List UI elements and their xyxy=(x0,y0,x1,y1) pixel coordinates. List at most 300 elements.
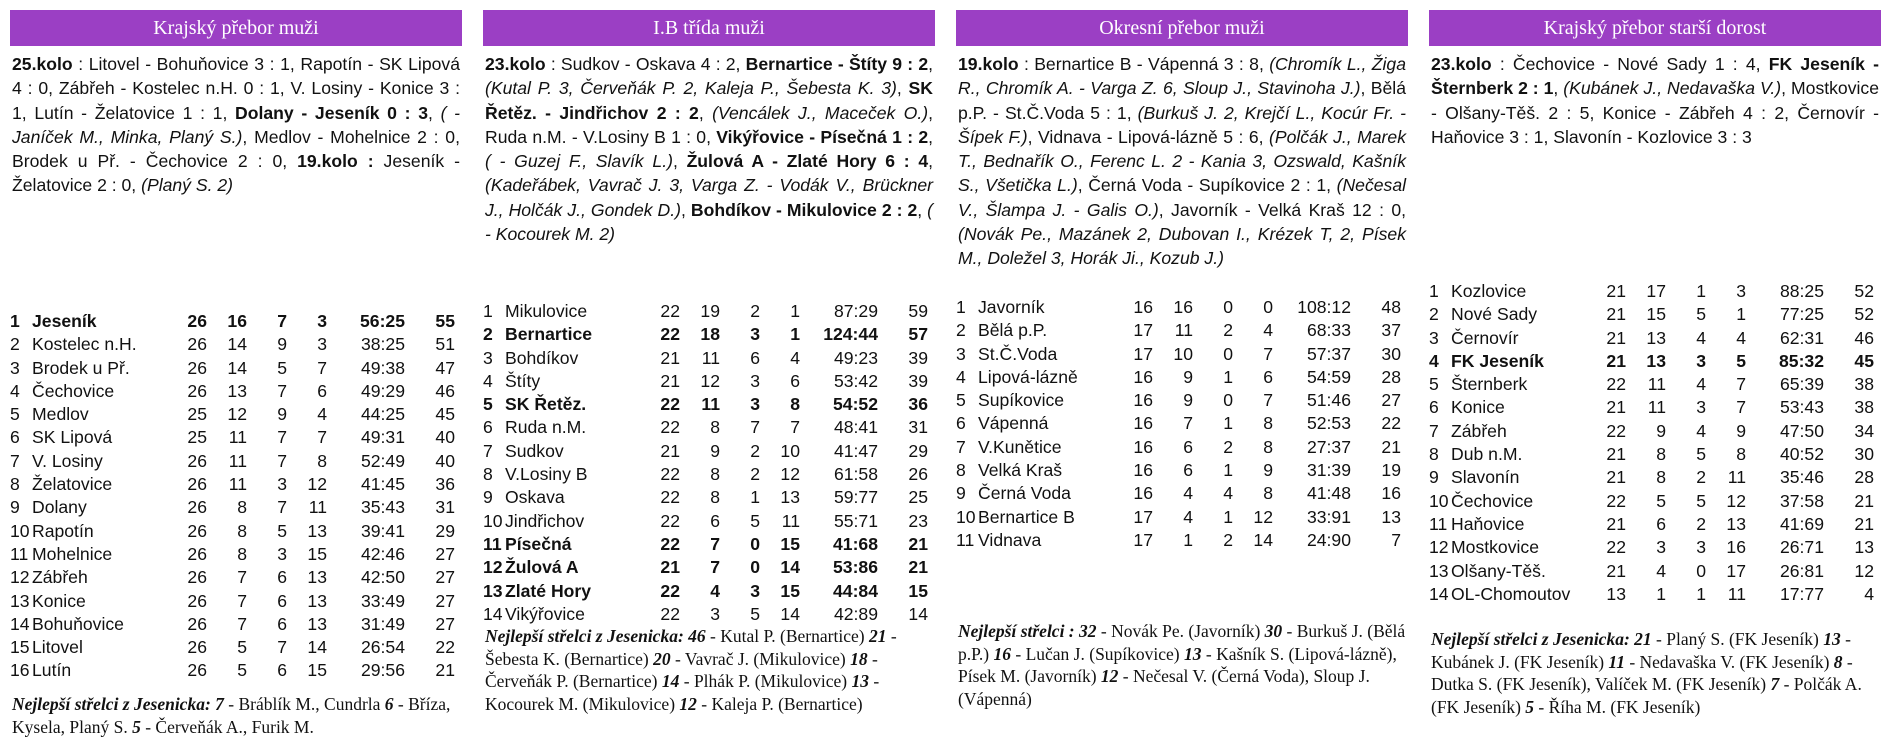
table-row xyxy=(483,510,928,533)
cell-team: Lutín xyxy=(32,660,72,681)
cell-team: Štíty xyxy=(505,370,541,391)
cell-team: Bělá p.P. xyxy=(978,320,1048,341)
text-run: : Bernartice B - Vápenná 3 : 8, xyxy=(1018,54,1270,74)
cell-pts: 14 xyxy=(908,603,928,624)
cell-p: 8 xyxy=(1736,444,1746,465)
cell-pos: 1 xyxy=(10,311,20,331)
cell-pts: 7 xyxy=(1391,529,1401,550)
text-run: , Černá Voda - Supíkovice 2 : 1, xyxy=(1077,175,1337,196)
table-row xyxy=(483,603,928,626)
cell-score: 26:81 xyxy=(1779,560,1824,581)
text-run: , xyxy=(1553,78,1564,99)
cell-pts: 26 xyxy=(908,464,928,485)
cell-team: Litovel xyxy=(32,637,83,658)
standings-table xyxy=(10,310,455,683)
cell-team: Kozlovice xyxy=(1451,281,1527,301)
table-row xyxy=(10,496,455,519)
table-row xyxy=(483,347,928,370)
cell-z: 17 xyxy=(1133,506,1153,527)
table-row xyxy=(956,506,1401,529)
cell-pts: 38 xyxy=(1854,374,1874,395)
cell-r: 2 xyxy=(1696,513,1706,534)
cell-pts: 45 xyxy=(1854,350,1874,371)
cell-score: 31:39 xyxy=(1306,460,1351,481)
text-run: 14 xyxy=(661,671,680,691)
cell-team: Konice xyxy=(1451,397,1505,418)
text-run: (Kadeřábek, Vavrač J. 3, Varga Z. - Vodák V., Brückner J., Holčák J., Gondek D.) xyxy=(485,175,933,220)
cell-pts: 29 xyxy=(908,440,928,461)
cell-team: Zábřeh xyxy=(1451,420,1507,441)
cell-pts: 59 xyxy=(908,301,928,321)
cell-team: Vidnava xyxy=(978,529,1042,550)
text-run: - Kašník S. (Lipová-lázně), Písek M. (Javorník) xyxy=(958,643,1397,686)
cell-v: 9 xyxy=(1183,366,1193,387)
cell-p: 8 xyxy=(1263,483,1273,504)
cell-pts: 40 xyxy=(435,450,455,471)
table-row xyxy=(10,333,455,356)
cell-r: 2 xyxy=(750,301,760,321)
cell-z: 22 xyxy=(660,417,680,438)
cell-v: 7 xyxy=(710,557,720,578)
cell-z: 22 xyxy=(1606,490,1626,511)
section-header: Krajský přebor muži xyxy=(10,10,462,46)
cell-v: 4 xyxy=(1656,560,1666,581)
cell-team: Zlaté Hory xyxy=(505,580,592,601)
text-run: - Kaleja P. (Bernartice) xyxy=(696,693,863,714)
results-text xyxy=(956,46,1408,271)
cell-v: 6 xyxy=(1183,460,1193,481)
cell-r: 3 xyxy=(277,474,287,495)
cell-pos: 6 xyxy=(483,417,493,438)
cell-pos: 7 xyxy=(483,440,493,461)
cell-p: 14 xyxy=(307,637,327,658)
cell-pos: 11 xyxy=(1429,513,1448,534)
cell-score: 26:54 xyxy=(360,637,405,658)
cell-pts: 27 xyxy=(435,543,455,564)
cell-pts: 28 xyxy=(1381,366,1401,387)
cell-pts: 30 xyxy=(1854,444,1874,465)
cell-z: 26 xyxy=(187,474,207,495)
cell-pts: 30 xyxy=(1381,343,1401,364)
cell-p: 13 xyxy=(780,487,800,508)
column-krajsky-prebor-muzi xyxy=(10,10,462,745)
cell-pts: 22 xyxy=(435,637,455,658)
cell-p: 7 xyxy=(790,417,800,438)
cell-team: Ruda n.M. xyxy=(505,417,587,438)
top-scorers-label: Nejlepší střelci : 32 xyxy=(958,621,1097,641)
table-row xyxy=(10,310,455,333)
cell-pts: 21 xyxy=(1854,513,1874,534)
cell-z: 17 xyxy=(1133,529,1153,550)
cell-v: 7 xyxy=(237,567,247,588)
cell-pts: 16 xyxy=(1381,483,1401,504)
top-scorers xyxy=(958,620,1406,710)
text-run: - Novák Pe. (Javorník) xyxy=(1096,621,1265,641)
cell-z: 16 xyxy=(1133,390,1153,411)
cell-z: 16 xyxy=(1133,436,1153,457)
cell-score: 17:77 xyxy=(1779,583,1824,604)
cell-z: 16 xyxy=(1133,413,1153,434)
cell-v: 10 xyxy=(1173,343,1193,364)
cell-score: 27:37 xyxy=(1306,436,1351,457)
cell-r: 6 xyxy=(750,347,760,368)
cell-z: 25 xyxy=(187,404,207,425)
cell-v: 11 xyxy=(228,427,247,448)
cell-r: 2 xyxy=(1223,436,1233,457)
text-run: - Burkuš J. (Bělá p.P.) xyxy=(958,621,1406,664)
cell-pts: 27 xyxy=(1381,390,1401,411)
cell-v: 6 xyxy=(710,510,720,531)
cell-team: Brodek u Př. xyxy=(32,357,130,378)
text-run: , xyxy=(928,54,933,74)
cell-z: 22 xyxy=(1606,374,1626,395)
cell-team: Zábřeh xyxy=(32,567,88,588)
cell-p: 1 xyxy=(790,301,800,321)
table-row xyxy=(956,319,1401,342)
cell-team: V.Kunětice xyxy=(978,436,1062,457)
cell-score: 41:45 xyxy=(360,474,405,495)
cell-pos: 16 xyxy=(10,660,30,681)
cell-r: 1 xyxy=(1696,583,1706,604)
table-row xyxy=(483,300,928,323)
cell-z: 26 xyxy=(187,590,207,611)
cell-z: 21 xyxy=(1606,444,1626,465)
cell-pos: 8 xyxy=(483,464,493,485)
cell-p: 12 xyxy=(780,464,800,485)
cell-score: 35:43 xyxy=(360,497,405,518)
text-run: (Kutal P. 3, Červeňák P. 2, Kaleja P., Šebesta K. 3) xyxy=(485,78,897,99)
cell-z: 22 xyxy=(660,580,680,601)
cell-pos: 2 xyxy=(1429,304,1439,325)
text-run: - Šebesta K. (Bernartice) xyxy=(485,626,897,669)
cell-team: Dolany xyxy=(32,497,87,518)
text-run: Vikýřovice - Písečná 1 : 2 xyxy=(716,126,929,147)
text-run: Bernartice - Štíty 9 : 2 xyxy=(745,54,929,74)
cell-score: 55:71 xyxy=(833,510,878,531)
cell-v: 8 xyxy=(237,497,247,518)
cell-p: 3 xyxy=(1736,281,1746,301)
text-run: SK Řetěz. - Jindřichov 2 : 2 xyxy=(485,78,933,123)
text-run: - Bříza, Kysela, Planý S. xyxy=(12,694,451,737)
cell-r: 3 xyxy=(750,370,760,391)
cell-z: 16 xyxy=(1133,297,1153,317)
table-row xyxy=(1429,466,1874,489)
cell-z: 21 xyxy=(660,370,680,391)
cell-pos: 5 xyxy=(10,404,20,425)
cell-team: OL-Chomoutov xyxy=(1451,583,1571,604)
cell-p: 1 xyxy=(1736,304,1746,325)
cell-p: 17 xyxy=(1726,560,1746,581)
cell-pos: 10 xyxy=(10,520,30,541)
cell-pts: 25 xyxy=(908,487,928,508)
section-header: Okresní přebor muži xyxy=(956,10,1408,46)
cell-pos: 6 xyxy=(1429,397,1439,418)
cell-score: 44:84 xyxy=(833,580,878,601)
top-scorers xyxy=(12,693,460,738)
cell-score: 87:29 xyxy=(833,301,878,321)
table-row xyxy=(10,450,455,473)
cell-r: 2 xyxy=(1223,529,1233,550)
text-run: : Sudkov - Oskava 4 : 2, xyxy=(545,54,746,74)
cell-v: 8 xyxy=(1656,444,1666,465)
cell-team: Dub n.M. xyxy=(1451,444,1523,465)
cell-score: 59:77 xyxy=(833,487,878,508)
text-run: , xyxy=(672,151,687,172)
cell-p: 11 xyxy=(1727,583,1746,604)
table-row xyxy=(956,343,1401,366)
table-row xyxy=(483,556,928,579)
cell-pos: 13 xyxy=(483,580,503,601)
table-row xyxy=(10,380,455,403)
standings-table xyxy=(1429,280,1874,606)
cell-p: 13 xyxy=(307,590,327,611)
cell-pts: 45 xyxy=(435,404,455,425)
table-row xyxy=(1429,536,1874,559)
text-run: - Nečesal V. (Černá Voda), Sloup J. (Vápenná) xyxy=(958,666,1370,709)
text-run: Dolany - Jeseník 0 : 3 xyxy=(235,102,428,123)
text-run: 16 xyxy=(993,643,1011,664)
cell-team: Šternberk xyxy=(1451,374,1528,395)
cell-pts: 4 xyxy=(1864,583,1874,604)
cell-pos: 5 xyxy=(483,394,493,415)
text-run: , xyxy=(928,151,933,172)
cell-team: Černá Voda xyxy=(978,483,1071,504)
table-row xyxy=(956,529,1401,552)
cell-z: 21 xyxy=(1606,350,1626,371)
cell-p: 15 xyxy=(307,543,327,564)
table-row xyxy=(956,459,1401,482)
cell-score: 37:58 xyxy=(1779,490,1824,511)
cell-p: 11 xyxy=(1727,467,1746,488)
cell-p: 4 xyxy=(1263,320,1273,341)
cell-score: 49:38 xyxy=(360,357,405,378)
cell-team: FK Jeseník xyxy=(1451,350,1544,371)
cell-pts: 39 xyxy=(908,347,928,368)
cell-team: Nové Sady xyxy=(1451,304,1538,325)
cell-score: 24:90 xyxy=(1306,529,1351,550)
cell-pos: 6 xyxy=(956,413,966,434)
cell-score: 33:91 xyxy=(1306,506,1351,527)
cell-team: Bohuňovice xyxy=(32,613,124,634)
text-run: (Novák Pe., Mazánek 2, Dubovan I., Krézek T, 2, Písek M., Doležel 3, Horák Ji., Kozub J.) xyxy=(958,224,1406,269)
cell-r: 3 xyxy=(1696,350,1706,371)
cell-pos: 8 xyxy=(10,474,20,495)
cell-pos: 4 xyxy=(10,380,20,401)
table-row xyxy=(483,463,928,486)
cell-z: 22 xyxy=(660,394,680,415)
cell-score: 39:41 xyxy=(360,520,405,541)
top-scorers-label: Nejlepší střelci z Jesenicka: 7 xyxy=(12,694,224,714)
cell-score: 41:69 xyxy=(1779,513,1824,534)
cell-z: 21 xyxy=(1606,560,1626,581)
cell-p: 13 xyxy=(307,567,327,588)
text-run: 20 xyxy=(653,648,671,669)
cell-v: 16 xyxy=(227,311,247,331)
cell-z: 26 xyxy=(187,357,207,378)
table-row xyxy=(10,357,455,380)
cell-r: 3 xyxy=(277,543,287,564)
cell-team: Bernartice B xyxy=(978,506,1075,527)
table-row xyxy=(956,482,1401,505)
cell-pts: 47 xyxy=(435,357,455,378)
cell-pos: 3 xyxy=(10,357,20,378)
cell-p: 7 xyxy=(1736,397,1746,418)
cell-score: 42:46 xyxy=(360,543,405,564)
cell-z: 26 xyxy=(187,567,207,588)
text-run: , xyxy=(680,199,691,220)
cell-score: 53:86 xyxy=(833,557,878,578)
cell-team: Jeseník xyxy=(32,311,97,331)
cell-r: 0 xyxy=(1696,560,1706,581)
cell-v: 4 xyxy=(1183,506,1193,527)
cell-team: Písečná xyxy=(505,533,572,554)
text-run: (Vencálek J., Maceček O.) xyxy=(712,102,929,123)
cell-pts: 27 xyxy=(435,590,455,611)
cell-v: 11 xyxy=(701,394,720,415)
cell-r: 1 xyxy=(1223,506,1233,527)
cell-team: Javorník xyxy=(978,297,1045,317)
text-run: 7 xyxy=(1770,674,1780,694)
cell-team: V.Losiny B xyxy=(505,464,588,485)
table-row xyxy=(956,436,1401,459)
cell-r: 5 xyxy=(1696,304,1706,325)
cell-pos: 7 xyxy=(956,436,966,457)
cell-team: Slavonín xyxy=(1451,467,1520,488)
cell-v: 7 xyxy=(237,613,247,634)
cell-v: 8 xyxy=(710,487,720,508)
cell-pos: 2 xyxy=(956,320,966,341)
cell-pos: 8 xyxy=(1429,444,1439,465)
cell-p: 8 xyxy=(790,394,800,415)
cell-pos: 5 xyxy=(1429,374,1439,395)
cell-score: 65:39 xyxy=(1779,374,1824,395)
cell-team: Mikulovice xyxy=(505,301,588,321)
cell-team: Jindřichov xyxy=(505,510,585,531)
top-scorers xyxy=(485,625,933,715)
cell-p: 6 xyxy=(790,370,800,391)
cell-r: 0 xyxy=(1223,297,1233,317)
cell-p: 8 xyxy=(317,450,327,471)
cell-score: 33:49 xyxy=(360,590,405,611)
cell-pts: 52 xyxy=(1854,281,1874,301)
cell-score: 48:41 xyxy=(833,417,878,438)
cell-pos: 1 xyxy=(1429,281,1439,301)
table-row xyxy=(1429,303,1874,326)
cell-r: 9 xyxy=(277,404,287,425)
cell-team: Černovír xyxy=(1451,327,1519,348)
cell-pos: 1 xyxy=(483,301,493,321)
cell-pts: 12 xyxy=(1854,560,1874,581)
cell-v: 4 xyxy=(710,580,720,601)
cell-z: 21 xyxy=(660,440,680,461)
cell-team: SK Lipová xyxy=(32,427,113,448)
cell-pos: 9 xyxy=(956,483,966,504)
cell-team: Bernartice xyxy=(505,324,593,345)
cell-score: 57:37 xyxy=(1306,343,1351,364)
cell-pts: 29 xyxy=(435,520,455,541)
cell-p: 16 xyxy=(1726,537,1746,558)
top-scorers-label: Nejlepší střelci z Jesenicka: 46 xyxy=(485,626,706,646)
text-run: - Plhák P. (Mikulovice) xyxy=(679,671,852,691)
cell-r: 3 xyxy=(750,394,760,415)
cell-team: Haňovice xyxy=(1451,513,1525,534)
text-run: - Červeňák A., Furik M. xyxy=(140,716,314,737)
cell-r: 5 xyxy=(1696,490,1706,511)
text-run: - Kubánek J. (FK Jeseník) xyxy=(1431,629,1851,672)
cell-pos: 12 xyxy=(1429,537,1449,558)
text-run: Bohdíkov - Mikulovice 2 : 2 xyxy=(690,199,918,220)
cell-z: 26 xyxy=(187,543,207,564)
cell-pos: 11 xyxy=(956,529,975,550)
cell-r: 0 xyxy=(1223,343,1233,364)
cell-pos: 1 xyxy=(956,297,966,317)
cell-team: Bohdíkov xyxy=(505,347,579,368)
text-run: , Ruda n.M. - V.Losiny B 1 : 0, xyxy=(485,102,934,147)
cell-v: 5 xyxy=(237,637,247,658)
cell-pts: 48 xyxy=(1381,297,1401,317)
cell-v: 6 xyxy=(1183,436,1193,457)
cell-v: 1 xyxy=(1183,529,1193,550)
table-row xyxy=(956,412,1401,435)
cell-pts: 21 xyxy=(435,660,455,681)
cell-team: Žulová A xyxy=(505,557,579,578)
table-row xyxy=(1429,443,1874,466)
cell-r: 0 xyxy=(750,557,760,578)
cell-score: 51:46 xyxy=(1306,390,1351,411)
cell-pts: 15 xyxy=(908,580,928,601)
cell-score: 35:46 xyxy=(1779,467,1824,488)
text-run: 12 xyxy=(1100,666,1119,686)
cell-team: Kostelec n.H. xyxy=(32,334,137,355)
cell-p: 1 xyxy=(790,324,800,345)
cell-pts: 23 xyxy=(908,510,928,531)
cell-pos: 12 xyxy=(483,557,503,578)
cell-pts: 36 xyxy=(908,394,928,415)
cell-v: 11 xyxy=(1174,320,1193,341)
cell-team: Čechovice xyxy=(1451,490,1534,511)
cell-score: 68:33 xyxy=(1306,320,1351,341)
cell-r: 1 xyxy=(1696,281,1706,301)
text-run: 19.kolo : xyxy=(297,151,374,172)
cell-r: 1 xyxy=(1223,413,1233,434)
cell-p: 4 xyxy=(317,404,327,425)
cell-pos: 2 xyxy=(10,334,20,355)
text-run: - Lučan J. (Supíkovice) xyxy=(1011,643,1185,664)
cell-p: 15 xyxy=(780,533,800,554)
text-run: (Nečesal V., Šlampa J. - Galis O.) xyxy=(958,175,1407,220)
table-row xyxy=(10,636,455,659)
cell-z: 13 xyxy=(1606,583,1626,604)
cell-v: 11 xyxy=(228,474,247,495)
cell-pts: 36 xyxy=(435,474,455,495)
cell-score: 26:71 xyxy=(1779,537,1824,558)
cell-z: 21 xyxy=(1606,327,1626,348)
cell-r: 4 xyxy=(1223,483,1233,504)
cell-score: 49:31 xyxy=(360,427,405,448)
text-run: - Červeňák P. (Bernartice) xyxy=(485,648,878,691)
cell-z: 22 xyxy=(660,301,680,321)
table-row xyxy=(10,520,455,543)
text-run: , xyxy=(928,126,933,147)
text-run: 13 xyxy=(1823,629,1841,649)
cell-r: 1 xyxy=(1223,366,1233,387)
cell-r: 4 xyxy=(1696,374,1706,395)
cell-p: 0 xyxy=(1263,297,1273,317)
text-run: - Bráblík M., Cundrla xyxy=(223,694,385,714)
top-scorers-label: Nejlepší střelci z Jesenicka: 21 xyxy=(1431,629,1652,649)
cell-p: 10 xyxy=(780,440,800,461)
cell-v: 5 xyxy=(237,660,247,681)
